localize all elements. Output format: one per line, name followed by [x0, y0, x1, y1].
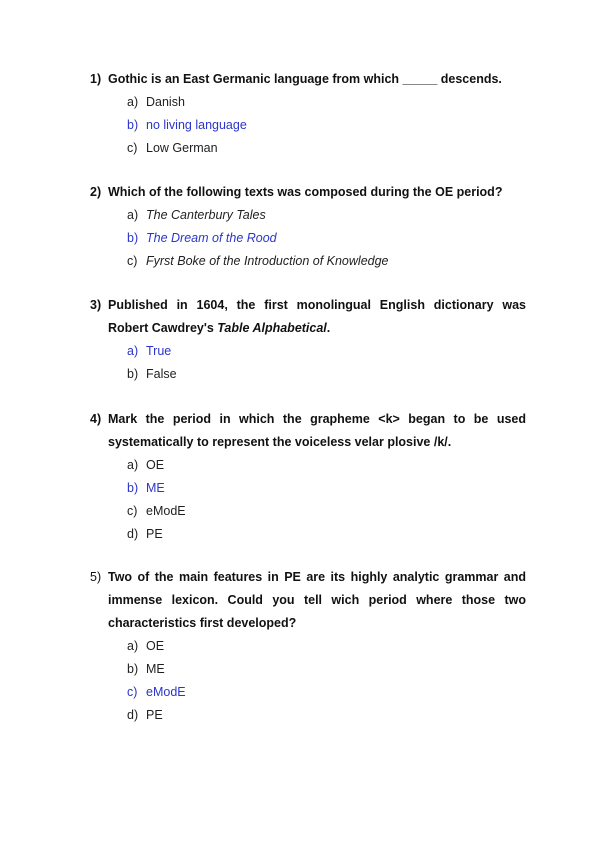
- question-stem: [90, 68, 526, 91]
- option-letter: c): [127, 685, 138, 699]
- option-text: ME: [146, 662, 165, 676]
- book-title: Table Alphabetical: [217, 321, 327, 335]
- question-number: 3): [90, 298, 102, 312]
- option-letter: c): [127, 504, 138, 518]
- option-text: eModE: [146, 504, 186, 518]
- question-text-fragment: Robert Cawdrey's: [108, 321, 218, 335]
- question-number: 4): [90, 412, 102, 426]
- question-5: [90, 566, 526, 727]
- option-letter: b): [127, 231, 139, 245]
- option-text: eModE: [146, 685, 186, 699]
- question-number: 2): [90, 185, 102, 199]
- option-letter: c): [127, 254, 138, 268]
- question-number: 1): [90, 72, 102, 86]
- question-text-line: Mark the period in which the grapheme <k> began to be used: [108, 412, 526, 426]
- option-b[interactable]: [127, 658, 526, 681]
- question-text: [108, 294, 526, 340]
- option-letter: a): [127, 95, 139, 109]
- option-text: True: [146, 344, 172, 358]
- question-text: Which of the following texts was composed during the OE period?: [108, 185, 503, 199]
- option-text: ME: [146, 481, 165, 495]
- option-b[interactable]: [127, 114, 526, 137]
- options-list: [127, 204, 526, 273]
- option-b[interactable]: [127, 227, 526, 250]
- option-a[interactable]: [127, 204, 526, 227]
- option-a[interactable]: [127, 454, 526, 477]
- option-b[interactable]: [127, 363, 526, 386]
- option-c[interactable]: [127, 250, 526, 273]
- question-stem: [90, 294, 526, 340]
- option-text: OE: [146, 458, 165, 472]
- option-b[interactable]: [127, 477, 526, 500]
- option-letter: b): [127, 118, 139, 132]
- option-a[interactable]: [127, 340, 526, 363]
- question-text-fragment: .: [326, 321, 331, 335]
- option-letter: d): [127, 527, 139, 541]
- option-letter: b): [127, 662, 139, 676]
- option-d[interactable]: [127, 704, 526, 727]
- question-text-line: systematically to represent the voiceless velar plosive /k/.: [108, 435, 452, 449]
- options-list: [127, 635, 526, 727]
- question-text-line: [108, 317, 526, 340]
- question-number: 5): [90, 570, 102, 584]
- option-a[interactable]: [127, 91, 526, 114]
- question-stem: [90, 181, 526, 204]
- option-letter: a): [127, 344, 139, 358]
- option-text: Low German: [146, 141, 218, 155]
- question-text: [108, 408, 526, 454]
- question-text-line: Two of the main features in PE are its highly analytic grammar and: [108, 570, 526, 584]
- option-text: False: [146, 367, 177, 381]
- option-letter: a): [127, 458, 139, 472]
- option-text: Danish: [146, 95, 185, 109]
- question-text-line: characteristics first developed?: [108, 616, 297, 630]
- option-letter: b): [127, 481, 139, 495]
- option-letter: a): [127, 208, 139, 222]
- question-3: [90, 294, 526, 386]
- option-text: no living language: [146, 118, 247, 132]
- option-letter: d): [127, 708, 139, 722]
- question-text-line: immense lexicon. Could you tell wich period where those two: [108, 593, 526, 607]
- option-c[interactable]: [127, 500, 526, 523]
- option-text: The Canterbury Tales: [146, 208, 266, 222]
- option-letter: b): [127, 367, 139, 381]
- question-2: [90, 181, 526, 273]
- option-d[interactable]: [127, 523, 526, 546]
- option-a[interactable]: [127, 635, 526, 658]
- option-text: PE: [146, 708, 163, 722]
- question-1: [90, 68, 526, 160]
- option-letter: a): [127, 639, 139, 653]
- option-text: Fyrst Boke of the Introduction of Knowledge: [146, 254, 389, 268]
- option-c[interactable]: [127, 137, 526, 160]
- question-text-line: Published in 1604, the first monolingual English dictionary was: [108, 298, 526, 312]
- option-c[interactable]: [127, 681, 526, 704]
- option-letter: c): [127, 141, 138, 155]
- option-text: PE: [146, 527, 163, 541]
- options-list: [127, 454, 526, 546]
- question-text: Gothic is an East Germanic language from which _____ descends.: [108, 72, 502, 86]
- option-text: OE: [146, 639, 165, 653]
- question-stem: [90, 408, 526, 454]
- option-text: The Dream of the Rood: [146, 231, 277, 245]
- question-stem: [90, 566, 526, 635]
- options-list: [127, 340, 526, 386]
- question-4: [90, 408, 526, 546]
- options-list: [127, 91, 526, 160]
- question-text: [108, 566, 526, 635]
